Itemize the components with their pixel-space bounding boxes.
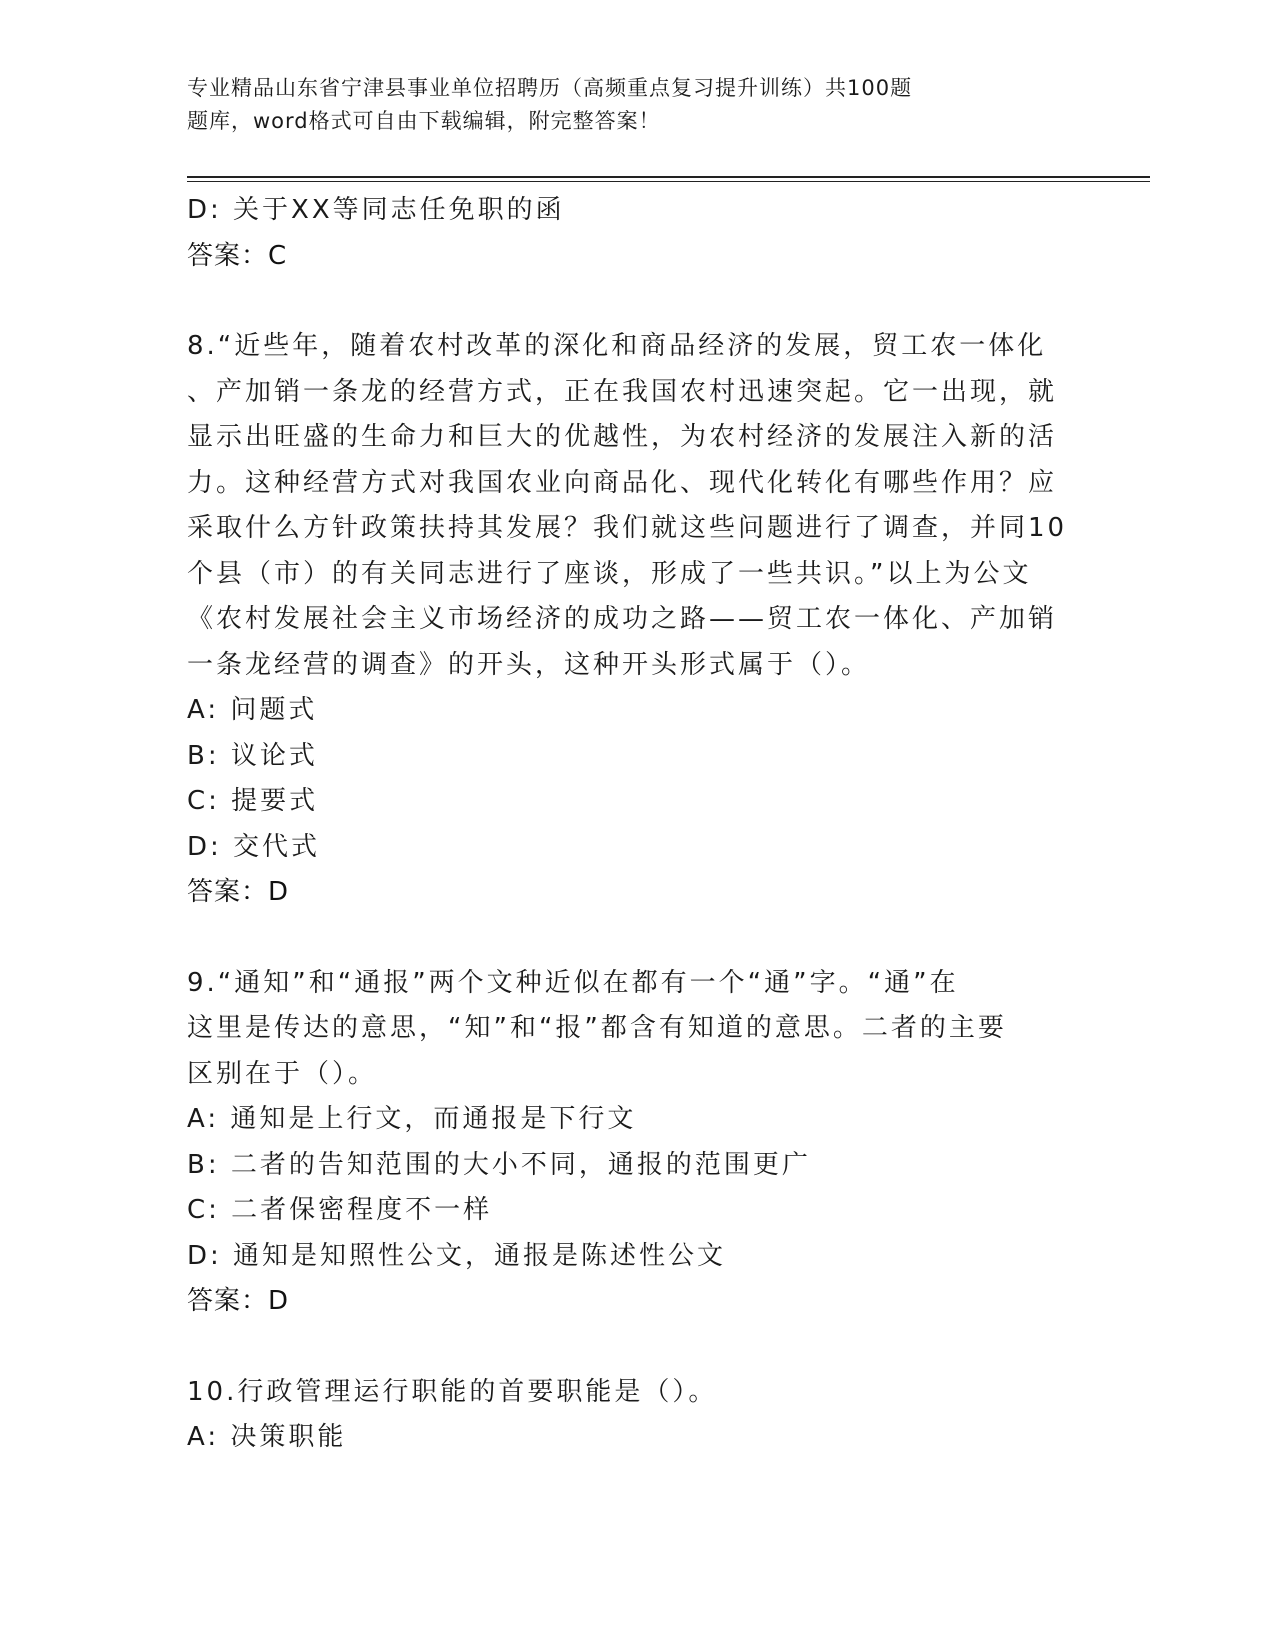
q9-answer: 答案：D [187,1286,290,1316]
question-8 [187,324,1087,916]
q7-answer: 答案：C [187,240,288,271]
question-10 [187,1370,1087,1461]
q8-text-line: 个县（市）的有关同志进行了座谈，形成了一些共识。”以上为公文 [187,558,1032,589]
question-9 [187,961,1087,1325]
q9-option-d: D: 通知是知照性公文，通报是陈述性公文 [187,1240,727,1271]
q10-option-a: A: 决策职能 [187,1422,347,1452]
q8-option-b: B: 议论式 [187,740,318,771]
q8-option-c: C: 提要式 [187,786,319,816]
spacer [187,1325,1087,1370]
q8-option-d: D: 交代式 [187,831,321,862]
q7-option-d: D: 关于XX等同志任免职的函 [187,195,565,225]
q8-text-line: 力。这种经营方式对我国农业向商品化、现代化转化有哪些作用？应 [187,467,1058,498]
q8-text-line: 《农村发展社会主义市场经济的成功之路——贸工农一体化、产加销 [187,604,1058,634]
q9-text-line: 9.“通知”和“通报”两个文种近似在都有一个“通”字。“通”在 [187,967,959,998]
header-title-line-2: 题库，word格式可自由下载编辑，附完整答案！ [187,109,661,133]
spacer [187,279,1087,324]
q8-answer: 答案：D [187,877,290,907]
q10-text-line: 10.行政管理运行职能的首要职能是（）。 [187,1376,718,1407]
header-title-line-1: 专业精品山东省宁津县事业单位招聘历（高频重点复习提升训练）共100题 [187,76,913,100]
q8-option-a: A: 问题式 [187,695,318,725]
q8-text-line: 、产加销一条龙的经营方式，正在我国农村迅速突起。它一出现，就 [187,376,1058,407]
q9-option-a: A: 通知是上行文，而通报是下行文 [187,1104,637,1134]
q9-option-c: C: 二者保密程度不一样 [187,1195,493,1225]
q8-text-line: 显示出旺盛的生命力和巨大的优越性，为农村经济的发展注入新的活 [187,422,1058,452]
header-divider-thin [187,181,1150,182]
q8-text-line: 采取什么方针政策扶持其发展？我们就这些问题进行了调查，并同10 [187,513,1068,543]
q8-text-line: 一条龙经营的调查》的开头，这种开头形式属于（）。 [187,649,871,680]
q9-text-line: 区别在于（）。 [187,1058,378,1089]
q8-text-line: 8.“近些年，随着农村改革的深化和商品经济的发展，贸工农一体化 [187,331,1047,361]
document-body [187,188,1087,1461]
document-header [187,72,1027,138]
question-7-tail [187,188,1087,279]
spacer [187,916,1087,961]
q9-text-line: 这里是传达的意思，“知”和“报”都含有知道的意思。二者的主要 [187,1013,1007,1043]
header-divider-thick [187,176,1150,178]
q9-option-b: B: 二者的告知范围的大小不同，通报的范围更广 [187,1149,811,1180]
